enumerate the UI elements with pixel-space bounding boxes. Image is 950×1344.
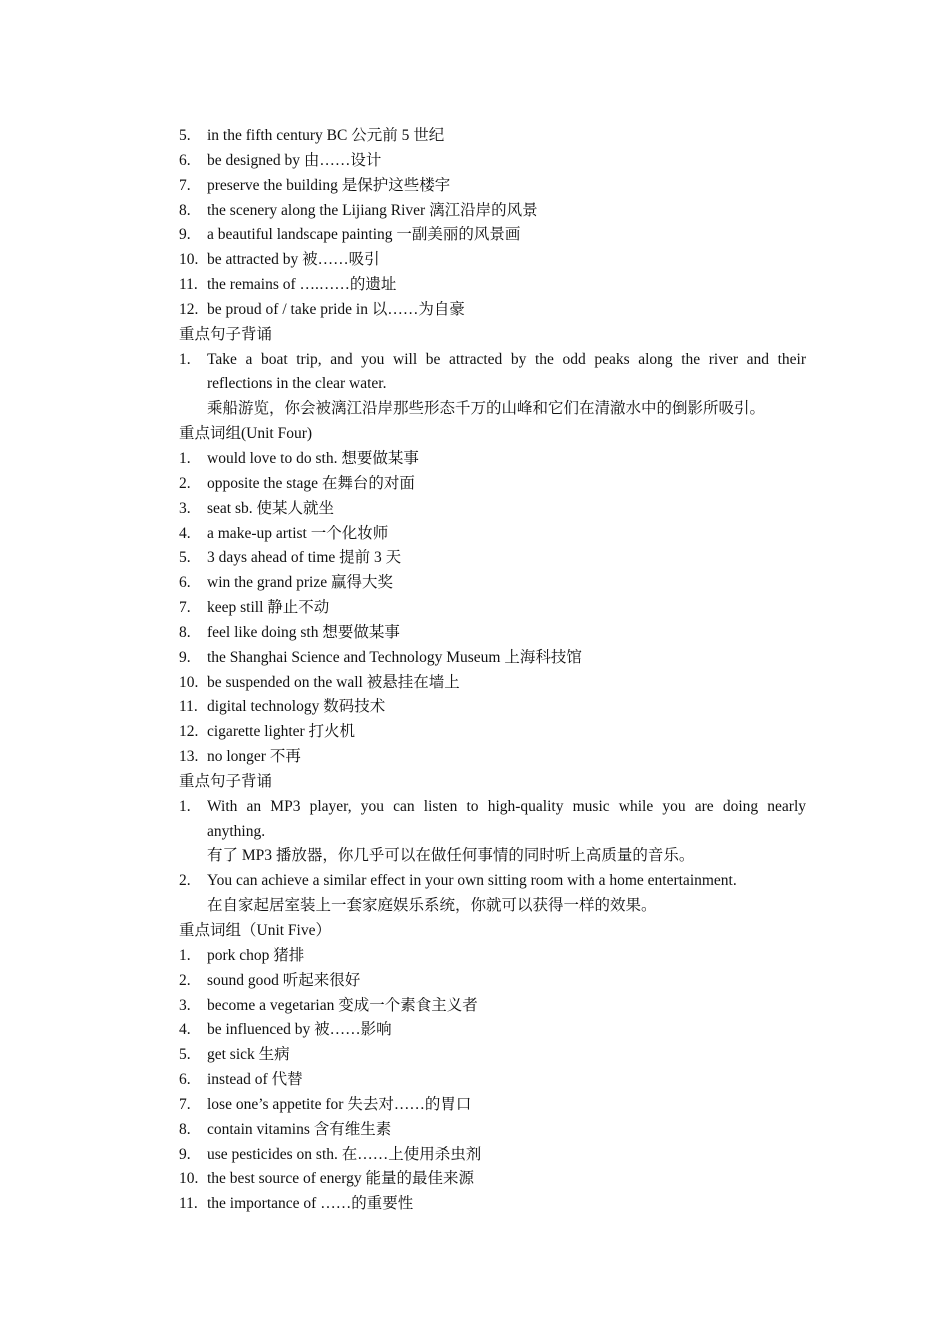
list-item [179, 1093, 806, 1118]
list-item [179, 472, 806, 497]
unit5-phrase-list [179, 944, 806, 1217]
item-number: 9. [179, 1145, 191, 1163]
item-text: in the fifth century BC 公元前 5 世纪 [207, 127, 445, 144]
item-number: 10. [179, 1170, 199, 1188]
section-heading: 重点句子背诵 [179, 325, 273, 343]
item-text: a make-up artist 一个化妆师 [207, 524, 389, 542]
item-text: contain vitamins 含有维生素 [207, 1120, 392, 1138]
item-text: be suspended on the wall 被悬挂在墙上 [207, 673, 460, 691]
item-number: 1. [179, 449, 191, 467]
item-number: 4. [179, 1021, 191, 1039]
list-item [179, 124, 806, 149]
section-heading: 重点词组(Unit Four) [179, 425, 313, 443]
item-text: a beautiful landscape painting 一副美丽的风景画 [207, 226, 521, 244]
item-text: seat sb. 使某人就坐 [207, 499, 335, 517]
item-number: 7. [179, 176, 191, 194]
sentence-text: With an MP3 player, you can listen to high-quality music while you are doing nearly [207, 797, 806, 815]
item-text: the best source of energy 能量的最佳来源 [207, 1170, 475, 1188]
list-item [179, 223, 806, 248]
item-text: feel like doing sth 想要做某事 [207, 623, 400, 641]
item-number: 5. [179, 549, 191, 567]
item-number: 2. [179, 872, 191, 890]
item-number: 11. [179, 698, 198, 716]
item-number: 1. [179, 946, 191, 964]
section-heading: 重点词组（Unit Five） [179, 922, 331, 939]
unit3-phrase-list [179, 124, 806, 323]
item-number: 11. [179, 1195, 198, 1213]
list-item [179, 248, 806, 273]
list-item [179, 596, 806, 621]
list-item [179, 546, 806, 571]
list-item [179, 1118, 806, 1143]
item-text: the importance of ……的重要性 [207, 1195, 414, 1213]
list-item [179, 149, 806, 174]
item-number: 5. [179, 1046, 191, 1064]
item-text: keep still 静止不动 [207, 599, 330, 617]
item-number: 6. [179, 1071, 191, 1089]
item-number: 3. [179, 996, 191, 1014]
document-body [179, 124, 806, 1217]
item-number: 8. [179, 201, 191, 219]
item-text: digital technology 数码技术 [207, 698, 386, 716]
list-item [179, 671, 806, 696]
list-item [179, 1018, 806, 1043]
unit3-sentence-list [179, 348, 806, 423]
item-text: the scenery along the Lijiang River 漓江沿岸的风景 [207, 201, 538, 219]
list-item [179, 695, 806, 720]
sentence-item [179, 795, 806, 870]
list-item [179, 1192, 806, 1217]
item-number: 2. [179, 971, 191, 989]
item-number: 2. [179, 474, 191, 492]
item-text: win the grand prize 赢得大奖 [207, 574, 393, 592]
item-text: be proud of / take pride in 以……为自豪 [207, 300, 465, 318]
list-item [179, 174, 806, 199]
sentence-translation: 有了 MP3 播放器，你几乎可以在做任何事情的同时听上高质量的音乐。 [207, 847, 695, 865]
item-number: 6. [179, 151, 191, 169]
list-item [179, 1143, 806, 1168]
sentence-item [179, 869, 806, 919]
sentence-translation: 乘船游览，你会被漓江沿岸那些形态千万的山峰和它们在清澈水中的倒影所吸引。 [207, 400, 766, 418]
list-item [179, 298, 806, 323]
item-text: use pesticides on sth. 在……上使用杀虫剂 [207, 1145, 482, 1163]
item-number: 13. [179, 748, 199, 766]
list-item [179, 199, 806, 224]
sentence-text: Take a boat trip, and you will be attracted by the odd peaks along the river and their [207, 350, 806, 368]
list-item [179, 447, 806, 472]
item-number: 8. [179, 623, 191, 641]
item-number: 8. [179, 1120, 191, 1138]
item-text: lose one’s appetite for 失去对……的胃口 [207, 1095, 472, 1113]
item-text: the Shanghai Science and Technology Museum 上海科技馆 [207, 648, 582, 666]
item-number: 10. [179, 251, 199, 269]
item-text: no longer 不再 [207, 748, 301, 766]
item-text: would love to do sth. 想要做某事 [207, 449, 419, 467]
item-number: 6. [179, 574, 191, 592]
item-text: pork chop 猪排 [207, 946, 305, 964]
item-text: the remains of ….……的遗址 [207, 276, 397, 294]
list-item [179, 646, 806, 671]
list-item [179, 969, 806, 994]
list-item [179, 571, 806, 596]
list-item [179, 1167, 806, 1192]
item-number: 5. [179, 127, 191, 144]
sentence-text-continued: anything. [207, 822, 266, 840]
section-heading: 重点句子背诵 [179, 772, 273, 790]
list-item [179, 1043, 806, 1068]
item-number: 7. [179, 599, 191, 617]
sentence-translation: 在自家起居室装上一套家庭娱乐系统，你就可以获得一样的效果。 [207, 897, 657, 915]
item-number: 11. [179, 276, 198, 294]
list-item [179, 522, 806, 547]
item-number: 1. [179, 797, 191, 815]
sentence-text: You can achieve a similar effect in your own sitting room with a home entertainment. [207, 872, 737, 890]
item-text: sound good 听起来很好 [207, 971, 361, 989]
unit4-phrase-list [179, 447, 806, 770]
item-number: 3. [179, 499, 191, 517]
item-number: 12. [179, 723, 199, 741]
list-item [179, 273, 806, 298]
sentence-text-continued: reflections in the clear water. [207, 375, 387, 393]
item-text: be influenced by 被……影响 [207, 1021, 392, 1039]
list-item [179, 994, 806, 1019]
item-text: cigarette lighter 打火机 [207, 723, 356, 741]
unit4-sentence-list [179, 795, 806, 919]
item-number: 10. [179, 673, 199, 691]
item-number: 9. [179, 648, 191, 666]
item-text: get sick 生病 [207, 1046, 290, 1064]
item-text: 3 days ahead of time 提前 3 天 [207, 549, 402, 567]
item-number: 12. [179, 300, 199, 318]
item-text: preserve the building 是保护这些楼宇 [207, 176, 451, 194]
item-number: 1. [179, 350, 191, 368]
item-text: become a vegetarian 变成一个素食主义者 [207, 996, 478, 1014]
item-text: instead of 代替 [207, 1071, 303, 1089]
list-item [179, 621, 806, 646]
list-item [179, 1068, 806, 1093]
item-number: 4. [179, 524, 191, 542]
item-text: opposite the stage 在舞台的对面 [207, 474, 415, 492]
list-item [179, 720, 806, 745]
item-text: be attracted by 被……吸引 [207, 251, 380, 269]
list-item [179, 745, 806, 770]
sentence-item [179, 348, 806, 423]
item-number: 9. [179, 226, 191, 244]
item-number: 7. [179, 1095, 191, 1113]
list-item [179, 497, 806, 522]
item-text: be designed by 由……设计 [207, 151, 382, 169]
list-item [179, 944, 806, 969]
